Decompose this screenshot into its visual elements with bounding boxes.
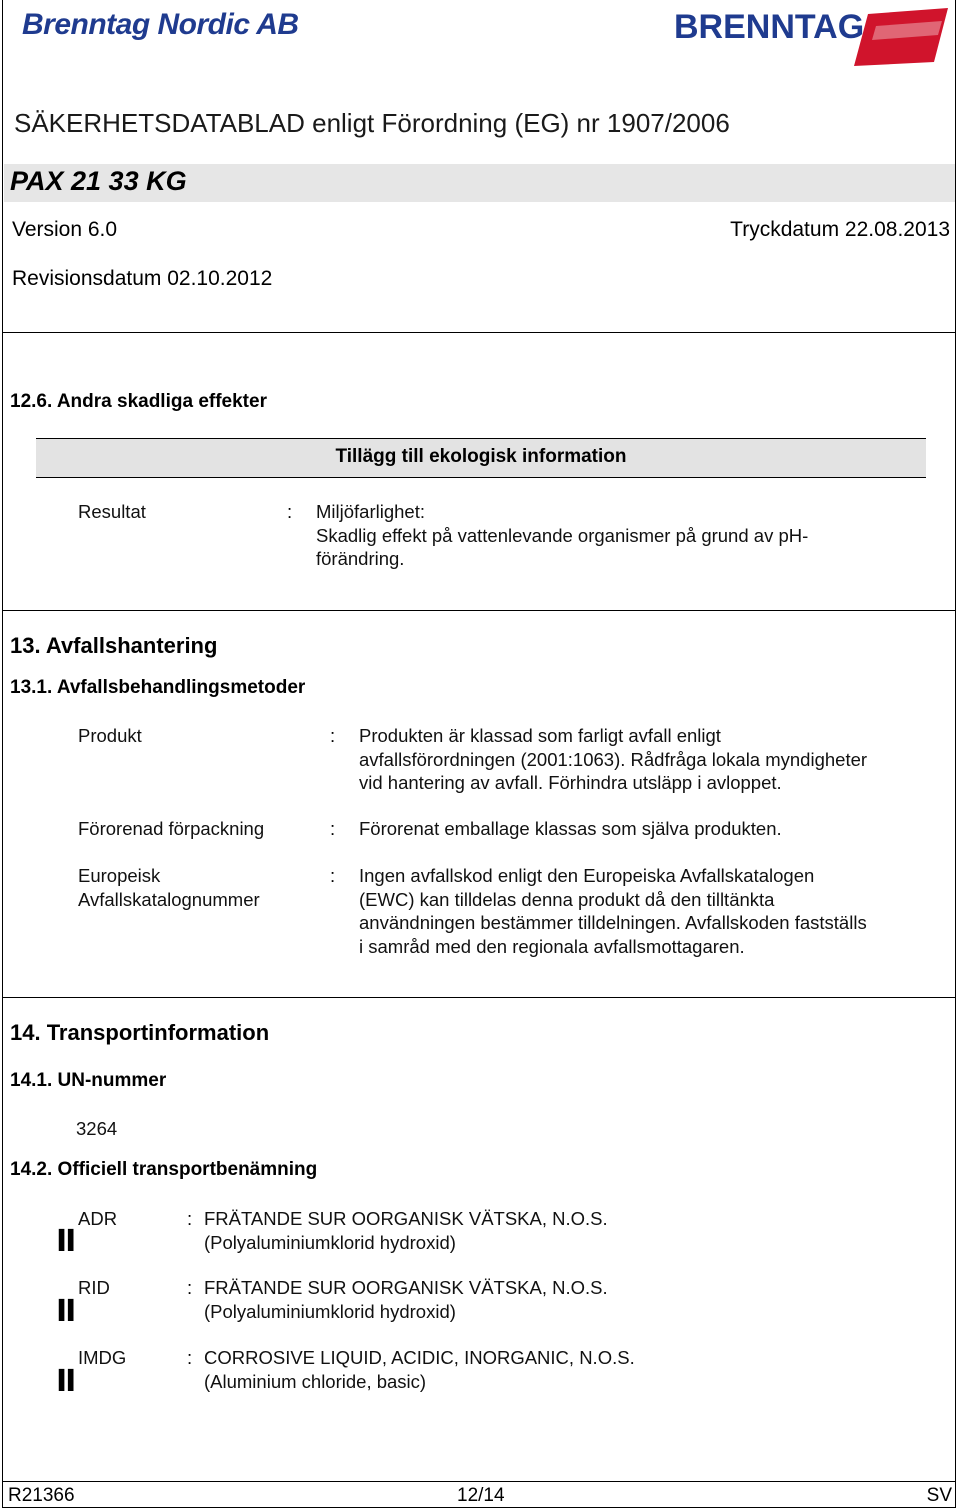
footer-page: 12/14 bbox=[457, 1485, 505, 1506]
product-sep: : bbox=[330, 725, 336, 746]
product-line: vid hantering av avfall. Förhindra utsläpp i avloppet. bbox=[359, 772, 782, 793]
result-line: Miljöfarlighet: bbox=[316, 501, 425, 522]
brand-wordmark: BRENNTAG bbox=[674, 8, 865, 46]
waste-line: användningen bestämmer tilldelningen. Avfallskoden fastställs bbox=[359, 912, 867, 933]
adr-value bbox=[204, 1207, 608, 1254]
change-mark-icon: II bbox=[56, 1294, 75, 1329]
footer-divider bbox=[2, 1481, 956, 1482]
rid-line: (Polyaluminiumklorid hydroxid) bbox=[204, 1300, 456, 1322]
product-line: avfallsförordningen (2001:1063). Rådfråga lokala myndigheter bbox=[359, 748, 868, 770]
result-sep: : bbox=[287, 501, 293, 522]
waste-catalog-sep: : bbox=[330, 865, 336, 886]
imdg-sep: : bbox=[187, 1347, 193, 1368]
frame-right-edge bbox=[955, 0, 956, 332]
change-mark-icon: II bbox=[56, 1224, 75, 1259]
adr-label: ADR bbox=[78, 1208, 118, 1229]
product-label: Produkt bbox=[78, 725, 142, 746]
version: Version 6.0 bbox=[12, 218, 118, 241]
imdg-value bbox=[204, 1346, 635, 1393]
imdg-line: (Aluminium chloride, basic) bbox=[204, 1370, 427, 1392]
section-13-heading: 13. Avfallshantering bbox=[10, 633, 218, 658]
imdg-label: IMDG bbox=[78, 1347, 127, 1368]
rid-label: RID bbox=[78, 1277, 110, 1298]
product-line: Produkten är klassad som farligt avfall enligt bbox=[359, 725, 721, 746]
divider bbox=[2, 610, 956, 611]
waste-catalog-label-line: Europeisk bbox=[78, 865, 161, 886]
company-logo-text: Brenntag Nordic AB bbox=[22, 8, 299, 41]
eco-info-box-label: Tillägg till ekologisk information bbox=[335, 446, 627, 467]
footer-lang: SV bbox=[926, 1485, 952, 1506]
section-14-heading: 14. Transportinformation bbox=[10, 1020, 270, 1045]
rid-line: FRÄTANDE SUR OORGANISK VÄTSKA, N.O.S. bbox=[204, 1277, 608, 1298]
brenntag-logo bbox=[672, 4, 952, 66]
rid-sep: : bbox=[187, 1277, 193, 1298]
section-14-2-heading: 14.2. Officiell transportbenämning bbox=[10, 1159, 318, 1180]
waste-line: Ingen avfallskod enligt den Europeiska Avfallskatalogen bbox=[359, 865, 815, 886]
imdg-line: CORROSIVE LIQUID, ACIDIC, INORGANIC, N.O.S. bbox=[204, 1347, 635, 1368]
product-name: PAX 21 33 KG bbox=[10, 166, 187, 196]
rid-value bbox=[204, 1276, 608, 1323]
change-mark-icon: II bbox=[56, 1364, 75, 1399]
section-12-6-heading: 12.6. Andra skadliga effekter bbox=[10, 391, 267, 412]
packaging-sep: : bbox=[330, 818, 336, 839]
waste-catalog-label-line: Avfallskatalognummer bbox=[78, 888, 260, 910]
result-line: förändring. bbox=[316, 548, 405, 569]
adr-line: FRÄTANDE SUR OORGANISK VÄTSKA, N.O.S. bbox=[204, 1208, 608, 1229]
waste-catalog-label bbox=[78, 864, 260, 911]
frame-left-edge bbox=[2, 0, 3, 332]
packaging-label: Förorenad förpackning bbox=[78, 818, 265, 839]
section-14-1-heading: 14.1. UN-nummer bbox=[10, 1070, 167, 1091]
result-line: Skadlig effekt på vattenlevande organismer på grund av pH- bbox=[316, 524, 809, 546]
divider bbox=[2, 997, 956, 998]
result-value bbox=[316, 500, 808, 571]
waste-line: i samråd med den regionala avfallsmottagaren. bbox=[359, 935, 745, 957]
revision-date: Revisionsdatum 02.10.2012 bbox=[12, 267, 273, 290]
adr-sep: : bbox=[187, 1208, 193, 1229]
waste-line: (EWC) kan tilldelas denna produkt då den tilltänkta bbox=[359, 888, 775, 910]
result-label: Resultat bbox=[78, 501, 146, 522]
print-date: Tryckdatum 22.08.2013 bbox=[730, 218, 950, 241]
adr-line: (Polyaluminiumklorid hydroxid) bbox=[204, 1231, 456, 1253]
document-title: SÄKERHETSDATABLAD enligt Förordning (EG) nr 1907/2006 bbox=[14, 108, 730, 138]
product-value bbox=[359, 724, 867, 795]
footer-code: R21366 bbox=[8, 1485, 75, 1506]
packaging-value: Förorenat emballage klassas som själva produkten. bbox=[359, 818, 782, 839]
section-13-1-heading: 13.1. Avfallsbehandlingsmetoder bbox=[10, 677, 306, 698]
waste-catalog-value bbox=[359, 864, 867, 958]
un-number: 3264 bbox=[76, 1118, 118, 1139]
